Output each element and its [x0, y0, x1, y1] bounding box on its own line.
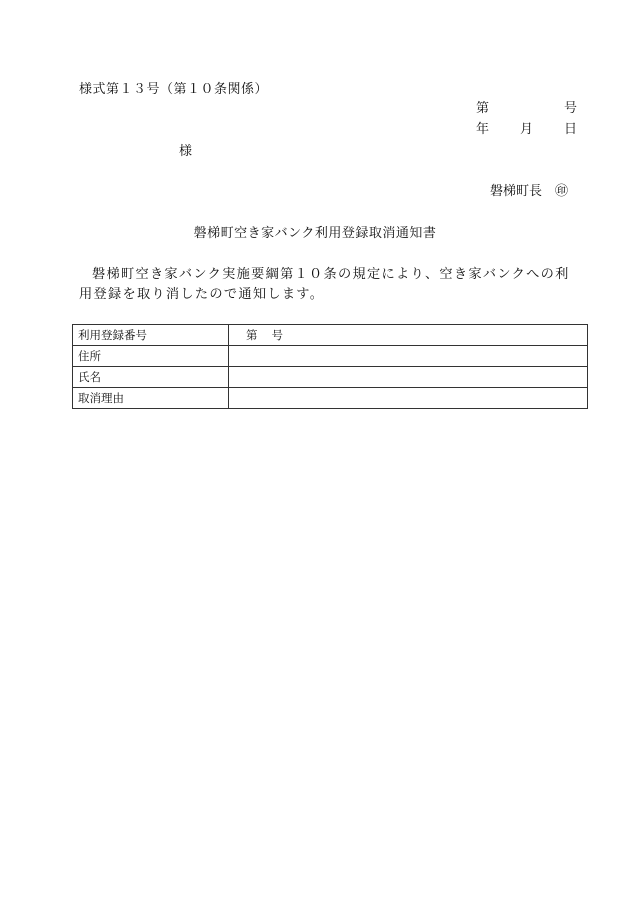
date-year: 年	[476, 122, 490, 137]
table-row	[73, 388, 588, 409]
table-row	[73, 346, 588, 367]
reg-no-prefix: 第	[246, 328, 258, 342]
row-label-name: 氏名	[73, 367, 229, 388]
issuer-name: 磐梯町長	[490, 184, 543, 199]
doc-no-suffix: 号	[564, 101, 578, 116]
date-month: 月	[520, 122, 534, 137]
table-row	[73, 325, 588, 346]
name-value	[229, 367, 588, 388]
row-label-cancel-reason: 取消理由	[73, 388, 229, 409]
document-title: 磐梯町空き家バンク利用登録取消通知書	[193, 226, 437, 241]
notice-body: 磐梯町空き家バンク実施要綱第１０条の規定により、空き家バンクへの利用登録を取り消したので通知します。	[79, 267, 570, 302]
date-day: 日	[564, 122, 578, 137]
registration-info-table	[72, 324, 588, 409]
address-value	[229, 346, 588, 367]
form-number: 様式第１３号（第１０条関係）	[79, 82, 269, 97]
row-label-registration-number: 利用登録番号	[73, 325, 229, 346]
addressee-honorific: 様	[179, 144, 193, 159]
table-row	[73, 367, 588, 388]
issuer-line	[490, 184, 568, 200]
reg-no-suffix: 号	[271, 328, 283, 342]
doc-no-prefix: 第	[476, 101, 490, 116]
seal-mark: ㊞	[555, 184, 569, 199]
cancel-reason-value	[229, 388, 588, 409]
registration-number-value	[229, 325, 588, 346]
row-label-address: 住所	[73, 346, 229, 367]
